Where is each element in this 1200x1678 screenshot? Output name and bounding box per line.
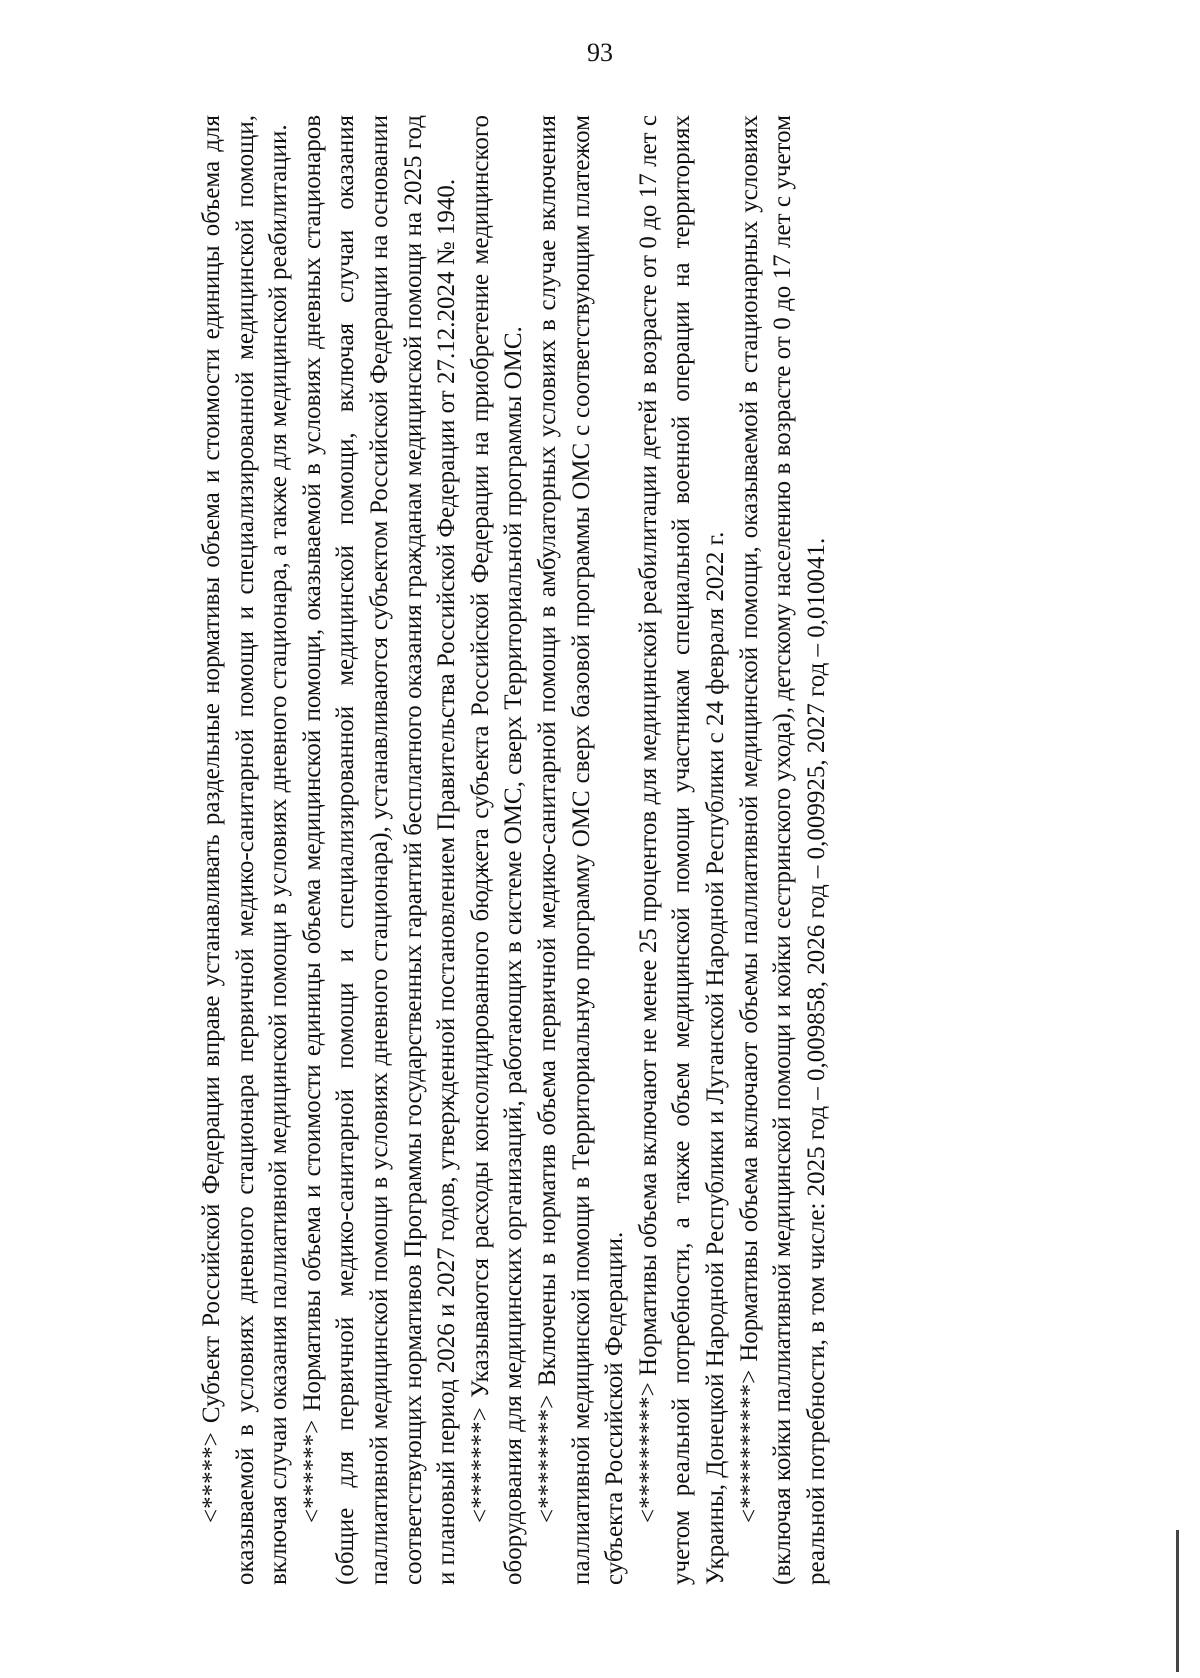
footnote-paragraph-1: <*****> Субъект Российской Федерации вправе устанавливать раздельные нормативы объема и стоимости единицы объема для оказываемой в условиях дневного стационара первичной медико-санитарной помощи и специализированной медицинской помощи, включая случаи оказания паллиативной медицинской помощи в условиях дневного стационара, а также для медицинской реабилитации. (198, 115, 293, 1585)
scan-edge-mark (1176, 1530, 1179, 1672)
footnote-paragraph-4: <********> Включены в норматив объема первичной медико-санитарной помощи в амбулаторных условиях в случае включения паллиативной медицинской помощи в Территориальную программу ОМС сверх базовой программы ОМС с соответствующим платежом субъекта Российской Федерации. (533, 115, 629, 1585)
footnote-paragraph-5: <*********> Нормативы объема включают не менее 25 процентов для медицинской реабилитации детей в возрасте от 0 до 17 лет с учетом реальной потребности, а также объем медицинской помощи участникам специальной военной операции на территориях Украины, Донецкой Народной Республики и Луганской Народной Республики с 24 февраля 2022 г. (634, 115, 729, 1585)
page-number: 93 (587, 38, 613, 67)
footnote-paragraph-2: <******> Нормативы объема и стоимости единицы объема медицинской помощи, оказываемой в условиях дневных стационаров (общие для первичной медико-санитарной помощи и специализированной медицинской помощи, включая случаи оказания паллиативной медицинской помощи в условиях дневного стационара), устанавливаются субъектом Российской Федерации на основании соответствующих нормативов Программы государственных гарантий бесплатного оказания гражданам медицинской помощи на 2025 год и плановый период 2026 и 2027 годов, утвержденной постановлением Правительства Российской Федерации от 27.12.2024 № 1940. (298, 115, 461, 1585)
rotated-text-block (195, 115, 833, 1585)
footnote-paragraph-6: <**********> Нормативы объема включают объемы паллиативной медицинской помощи, оказываемой в стационарных условиях (включая койки паллиативной медицинской помощи и койки сестринского ухода), детскому населению в возрасте от 0 до 17 лет с учетом реальной потребности, в том числе: 2025 год – 0,009858, 2026 год – 0,009925, 2027 год – 0,010041. (735, 115, 830, 1585)
footnote-paragraph-3: <*******> Указываются расходы консолидированного бюджета субъекта Российской Федерации на приобретение медицинского оборудования для медицинских организаций, работающих в системе ОМС, сверх Территориальной программы ОМС. (466, 115, 528, 1585)
